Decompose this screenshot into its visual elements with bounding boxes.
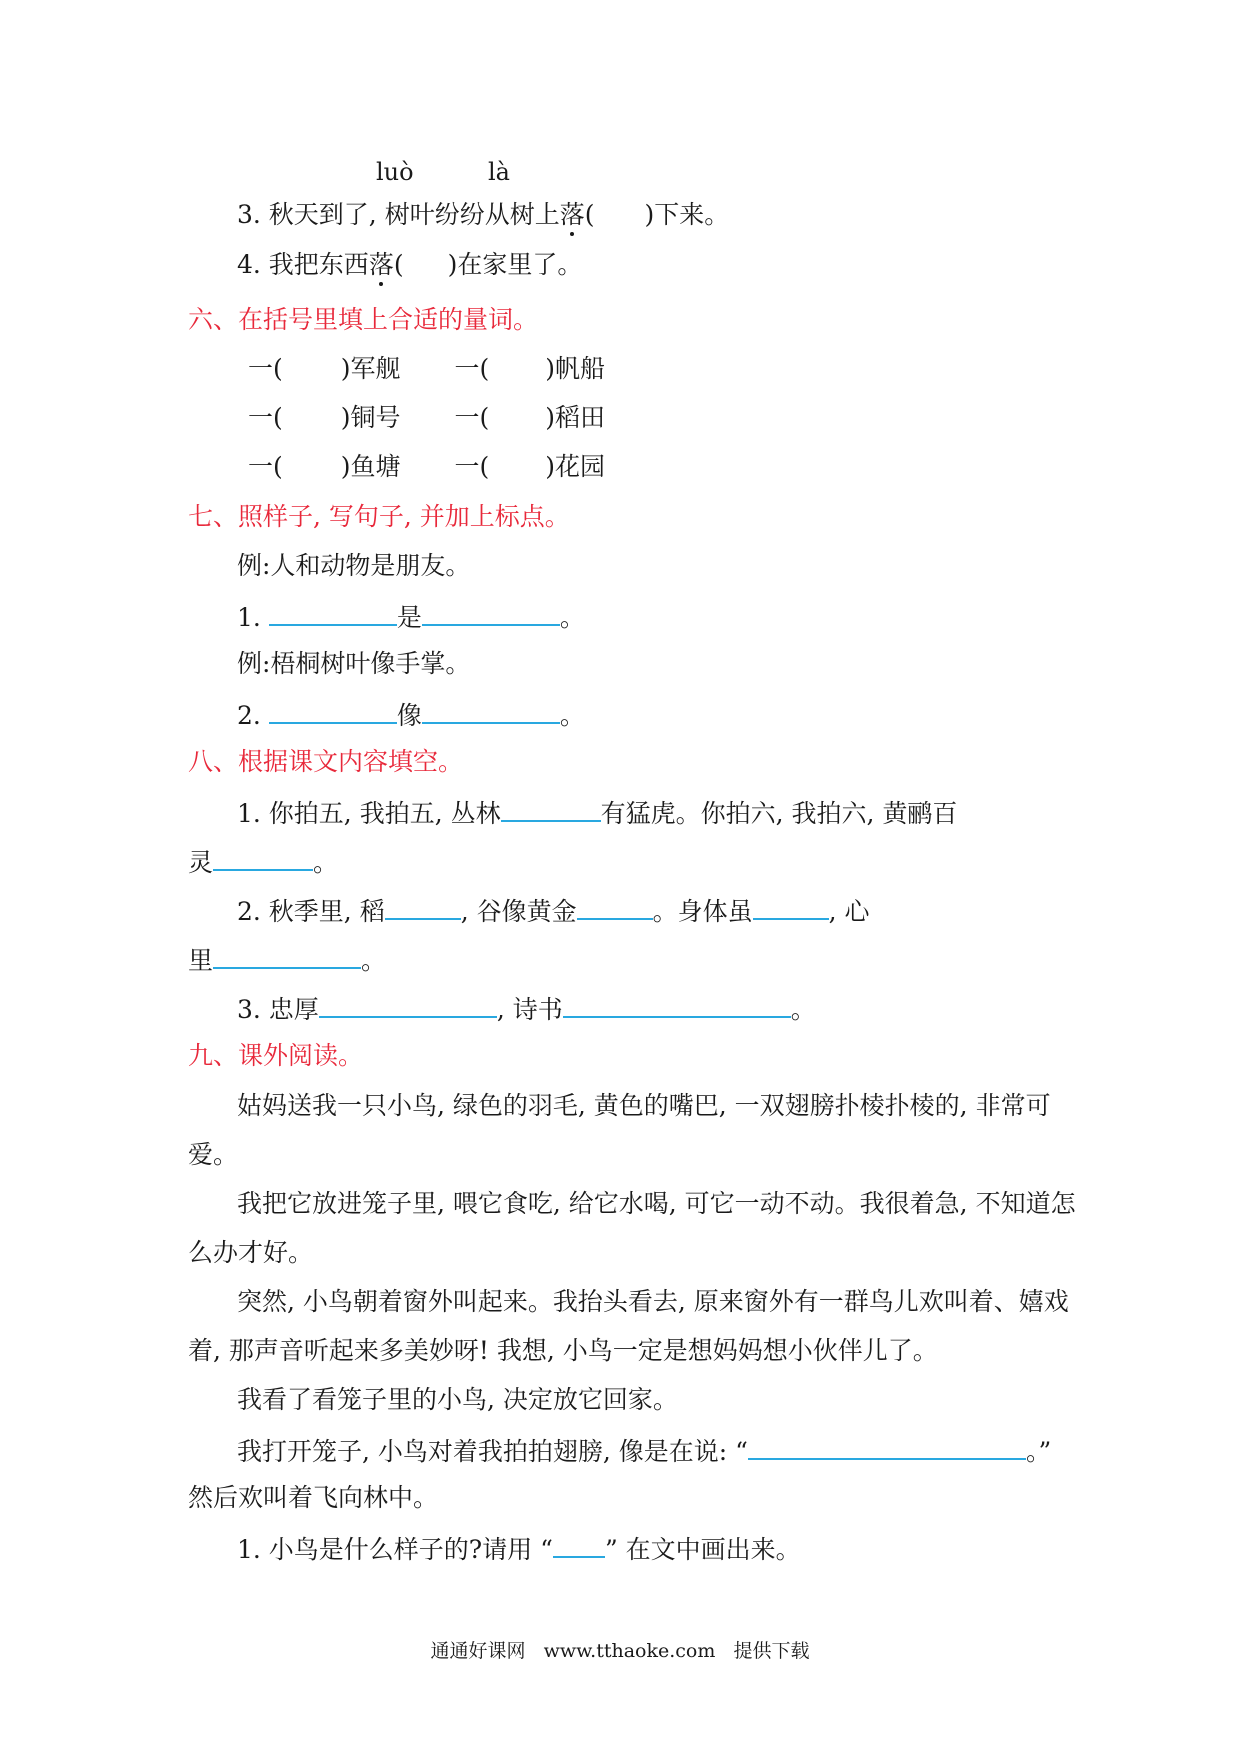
reading-question-1: 1. 小鸟是什么样子的?请用 “ ” 在文中画出来。	[237, 1532, 801, 1565]
reading-paragraph: 我打开笼子, 小鸟对着我拍拍翅膀, 像是在说: “ 。”	[237, 1434, 1051, 1467]
fill-question-1: 1. 你拍五, 我拍五, 丛林 有猛虎。你拍六, 我拍六, 黄鹂百	[237, 796, 957, 829]
measure-word-row: 一( )鱼塘 一( )花园	[248, 452, 606, 481]
answer-line[interactable]	[269, 600, 397, 626]
answer-line[interactable]	[422, 600, 560, 626]
fill-question-2-cont: 里 。	[188, 943, 386, 976]
answer-line[interactable]	[213, 943, 361, 969]
answer-line[interactable]	[553, 1532, 605, 1558]
section-9-title: 九、课外阅读。	[188, 1041, 364, 1070]
reading-paragraph: 爱。	[188, 1140, 239, 1169]
example-sentence: 例:人和动物是朋友。	[237, 551, 471, 580]
section-6-title: 六、在括号里填上合适的量词。	[188, 305, 539, 334]
question-5-3: 3. 秋天到了, 树叶纷纷从树上落( )下来。	[237, 200, 730, 229]
fill-question-1-cont: 灵 。	[188, 845, 338, 878]
sentence-question-1: 1. 是 。	[237, 600, 585, 633]
section-8-title: 八、根据课文内容填空。	[188, 747, 464, 776]
answer-line[interactable]	[563, 992, 791, 1018]
fill-question-3: 3. 忠厚 , 诗书 。	[237, 992, 816, 1025]
example-sentence: 例:梧桐树叶像手掌。	[237, 649, 471, 678]
dotted-char: 落	[368, 250, 394, 279]
answer-line[interactable]	[269, 698, 397, 724]
page-footer: 通通好课网 www.tthaoke.com 提供下载	[430, 1640, 810, 1662]
question-5-4: 4. 我把东西落( )在家里了。	[237, 250, 583, 279]
reading-paragraph: 我看了看笼子里的小鸟, 决定放它回家。	[237, 1385, 678, 1414]
answer-line[interactable]	[748, 1434, 1026, 1460]
reading-paragraph: 着, 那声音听起来多美妙呀! 我想, 小鸟一定是想妈妈想小伙伴儿了。	[188, 1336, 938, 1365]
measure-word-row: 一( )军舰 一( )帆船	[248, 354, 606, 383]
answer-line[interactable]	[213, 845, 313, 871]
section-7-title: 七、照样子, 写句子, 并加上标点。	[188, 502, 570, 531]
answer-line[interactable]	[385, 894, 461, 920]
reading-paragraph: 姑妈送我一只小鸟, 绿色的羽毛, 黄色的嘴巴, 一双翅膀扑棱扑棱的, 非常可	[237, 1091, 1051, 1120]
reading-paragraph: 我把它放进笼子里, 喂它食吃, 给它水喝, 可它一动不动。我很着急, 不知道怎	[237, 1189, 1076, 1218]
dotted-char: 落	[559, 200, 585, 229]
answer-line[interactable]	[319, 992, 497, 1018]
answer-line[interactable]	[422, 698, 560, 724]
answer-line[interactable]	[577, 894, 653, 920]
answer-line[interactable]	[753, 894, 829, 920]
sentence-question-2: 2. 像 。	[237, 698, 585, 731]
reading-paragraph: 然后欢叫着飞向林中。	[188, 1483, 439, 1512]
fill-question-2: 2. 秋季里, 稻 , 谷像黄金 。身体虽 , 心	[237, 894, 870, 927]
pinyin-luo: luò	[376, 158, 414, 186]
reading-paragraph: 突然, 小鸟朝着窗外叫起来。我抬头看去, 原来窗外有一群鸟儿欢叫着、嬉戏	[237, 1287, 1069, 1316]
pinyin-la: là	[488, 158, 510, 186]
reading-paragraph: 么办才好。	[188, 1238, 314, 1267]
answer-line[interactable]	[501, 796, 601, 822]
measure-word-row: 一( )铜号 一( )稻田	[248, 403, 606, 432]
